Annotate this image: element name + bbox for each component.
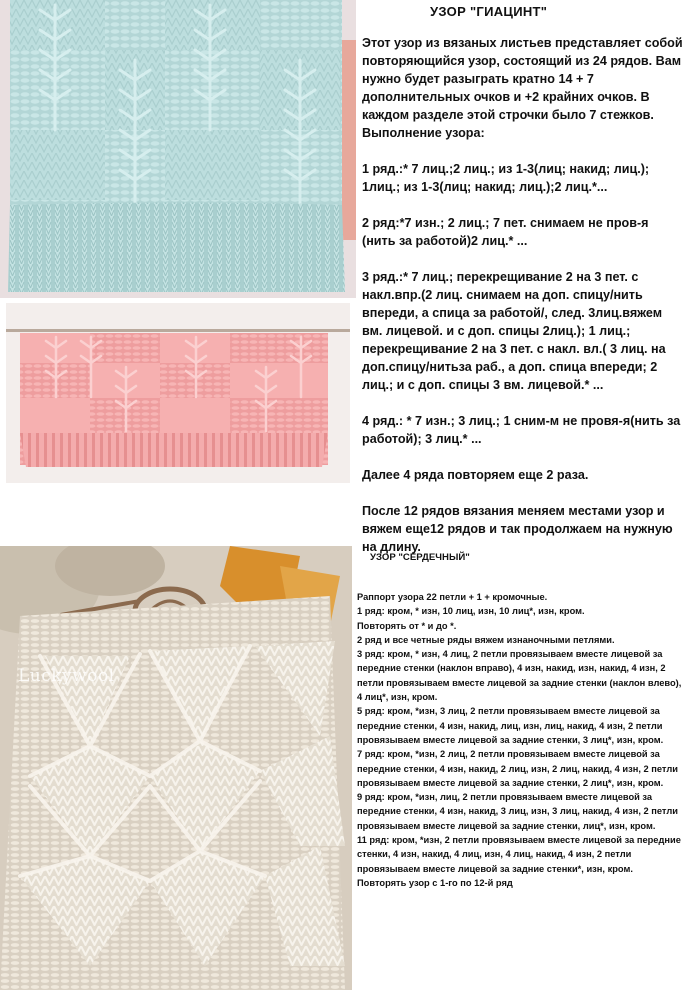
hyacinth-intro: Этот узор из вязаных листьев представляет собой повторяющийся узор, состоящий из 24 рядов. Вам нужно будет разыграть кратно 14 + 7 дополнительных очков и +2 крайних очков. В каждом разделе этой строчки было 7 стежков. [362,36,683,122]
heart-line: Повторять узор с 1-го по 12-й ряд [357,877,513,888]
heart-line: 1 ряд: кром, * изн, 10 лиц, изн, 10 лиц*, изн, кром. [357,606,585,617]
hyacinth-row-2: 2 ряд:*7 изн.; 2 лиц.; 7 пет. снимаем не пров-я (нить за работой)2 лиц.* ... [362,216,649,248]
hyacinth-row-1: 1 ряд.:* 7 лиц.;2 лиц.; из 1-3(лиц; накид; лиц.); 1лиц.; из 1-3(лиц; накид; лиц.);2 лиц.*... [362,162,650,194]
white-knit-photo [0,546,352,990]
heart-line: 3 ряд: кром, * изн, 4 лиц, 2 петли провязываем вместе лицевой за передние стенки (наклон вправо), 4 изн, накид, изн, накид, 4 изн, 2 петли провязываем вместе лицевой за задние стенки (наклон влево), 4 лиц*, изн, кром. [357,649,682,703]
hyacinth-after-note: После 12 рядов вязания меняем местами узор и вяжем еще12 рядов и так продолжаем на нужную на длину. [362,504,673,554]
heart-line: 5 ряд: кром, *изн, 3 лиц, 2 петли провязываем вместе лицевой за передние стенки, 4 изн, накид, лиц, изн, лиц, накид, 4 изн, 2 петли провязываем вместе лицевой за задние стенки, 3 лиц*, изн, кром. [357,706,664,745]
heart-line: Повторять от * и до *. [357,620,457,631]
hyacinth-row-4: 4 ряд.: * 7 изн.; 3 лиц.; 1 сним-м не провя-я(нить за работой); 3 лиц.* ... [362,414,681,446]
heart-line: 11 ряд: кром, *изн, 2 петли провязываем вместе лицевой за передние стенки, 4 изн, накид, 4 лиц, изн, 4 лиц, накид, 4 изн, 2 петли провязываем вместе лицевой за задние стенки*, изн, кром. [357,835,681,874]
hyacinth-title: УЗОР "ГИАЦИНТ" [430,4,548,19]
heart-line: 9 ряд: кром, *изн, лиц, 2 петли провязываем вместе лицевой за передние стенки, 4 изн, накид, 3 лиц, изн, 3 лиц, накид, 4 изн, 2 петли провязываем вместе лицевой за задние стенки, лиц*, изн, кром. [357,792,678,831]
heart-line: 7 ряд: кром, *изн, 2 лиц, 2 петли провязываем вместе лицевой за передние стенки, 4 изн, накид, 2 лиц, изн, 2 лиц, накид, 4 изн, 2 петли провязываем вместе лицевой за задние стенки, 2 лиц*, изн, кром. [357,749,678,788]
heart-title: УЗОР "СЕРДЕЧНЫЙ" [370,552,470,563]
hyacinth-execution-label: Выполнение узора: [362,126,485,140]
hyacinth-instructions [362,34,684,556]
heart-line: 2 ряд и все четные ряды вяжем изнаночными петлями. [357,634,615,645]
photo-watermark: Luckywool [18,666,115,686]
hyacinth-repeat-note: Далее 4 ряда повторяем еще 2 раза. [362,468,589,482]
heart-instructions [357,590,687,890]
heart-line: Раппорт узора 22 петли + 1 + кромочные. [357,592,548,602]
blue-knit-photo [0,0,356,298]
hyacinth-row-3: 3 ряд.:* 7 лиц.; перекрещивание 2 на 3 пет. с накл.впр.(2 лиц. снимаем на доп. спицу/нить впереди, а спица за работой/, след. 3лиц.вяжем вм. лицевой. и с доп. спицы 2лиц.); 1 лиц.; перекрещивание 2 на 3 пет. с накл. вл.( 3 лиц. на доп.спицу/нитьза раб., а доп. спица впереди; 2 лиц.; и с доп. спицы 3 вм. лицевой.* ... [362,270,666,392]
pink-knit-photo [6,303,350,483]
